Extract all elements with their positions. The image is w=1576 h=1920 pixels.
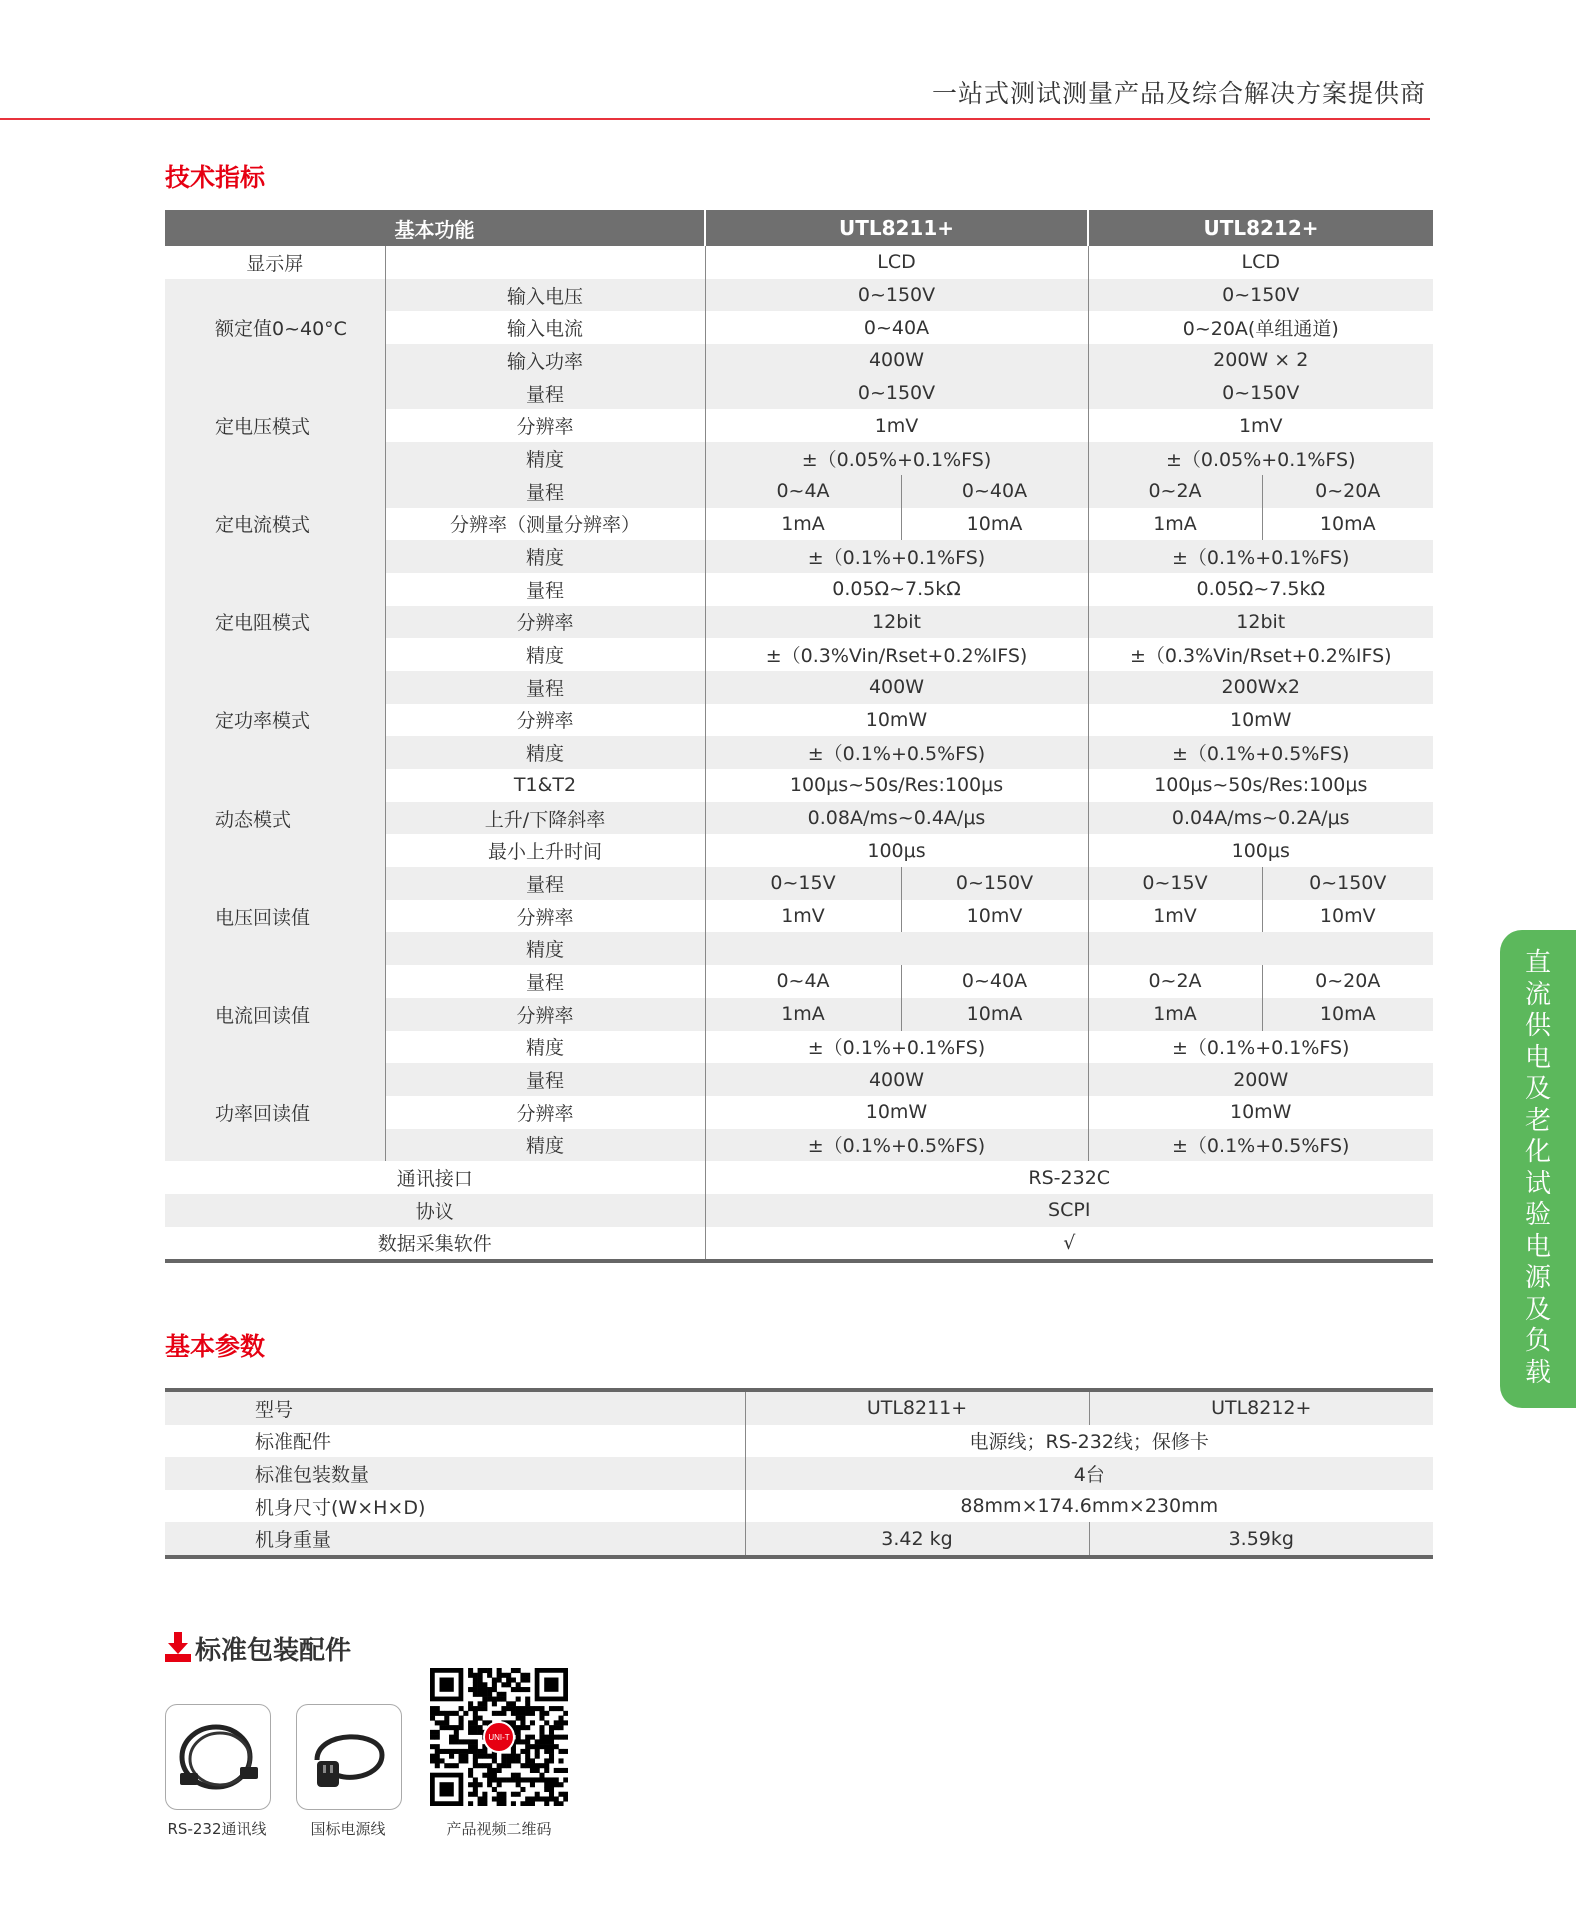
header-divider [0, 118, 1430, 120]
group-label: 定功率模式 [165, 671, 385, 769]
row-label: 协议 [165, 1194, 705, 1227]
group-label: 电流回读值 [165, 965, 385, 1063]
value-cell: ±（0.1%+0.5%FS) [1088, 1129, 1433, 1162]
value-cell: 10mA [1262, 998, 1433, 1031]
value-cell: 0.05Ω~7.5kΩ [705, 573, 1088, 606]
power-cord-caption: 国标电源线 [310, 1820, 386, 1838]
value-cell: 400W [705, 671, 1088, 704]
value-cell: ±（0.1%+0.1%FS) [705, 540, 1088, 573]
row-label: 分辨率 [385, 409, 705, 442]
value-cell [1088, 932, 1433, 965]
row-label: 量程 [385, 965, 705, 998]
value-cell: ±（0.1%+0.1%FS) [1172, 1037, 1350, 1060]
row-label: 最小上升时间 [385, 834, 705, 867]
value-cell: 0~150V [1088, 279, 1433, 312]
row-label: 量程 [385, 475, 705, 508]
table-row [165, 1522, 1433, 1557]
basic-section-title: 基本参数 [165, 1332, 266, 1361]
value-cell: ±（0.05%+0.1%FS) [705, 442, 1088, 475]
side-tab-char: 老 [1524, 1105, 1551, 1136]
row-label: 量程 [385, 377, 705, 410]
empty-cell [385, 246, 705, 279]
row-label: 输入电压 [385, 279, 705, 312]
group-label: 电压回读值 [165, 867, 385, 965]
row-label: 精度 [385, 638, 705, 671]
value-cell: 1mV [1088, 900, 1262, 933]
table-row [165, 1390, 1433, 1425]
value-cell: 200Wx2 [1088, 671, 1433, 704]
header-tagline: 一站式测试测量产品及综合解决方案提供商 [931, 79, 1426, 108]
value-cell: 0~20A [1315, 970, 1381, 993]
table-row [165, 1194, 1433, 1227]
side-tab-label [1500, 948, 1576, 1389]
download-icon [165, 1632, 191, 1662]
table-row [165, 1457, 1433, 1490]
value-cell: 200W × 2 [1088, 344, 1433, 377]
row-label: 输入功率 [385, 344, 705, 377]
value-cell: 100μs~50s/Res:100μs [1154, 774, 1368, 797]
basic-params-table [165, 1388, 1433, 1559]
value-cell: 10mV [901, 900, 1088, 933]
row-label: 分辨率 [385, 998, 705, 1031]
row-label: 分辨率 [385, 704, 705, 737]
row-label: 精度 [385, 1031, 705, 1064]
value-cell: 0~20A [1262, 475, 1433, 508]
value-cell: ±（0.1%+0.5%FS) [1088, 736, 1433, 769]
value-cell: 0~150V [705, 279, 1088, 312]
header-model-1: UTL8211+ [705, 210, 1088, 246]
group-label: 定电阻模式 [165, 573, 385, 671]
value-cell: 100μs [1231, 839, 1290, 862]
table-row [165, 867, 1433, 900]
value-cell: ±（0.1%+0.5%FS) [705, 1129, 1088, 1162]
value-cell: 0.05Ω~7.5kΩ [1196, 578, 1325, 601]
row-label: 量程 [385, 671, 705, 704]
side-tab-char: 供 [1524, 1011, 1551, 1041]
value-cell: 0~40A [705, 311, 1088, 344]
table-row [165, 1227, 1433, 1262]
package-section-title: 标准包装配件 [195, 1636, 352, 1666]
row-label: 机身重量 [165, 1522, 745, 1557]
value-cell: 0~2A [1088, 965, 1262, 998]
value-cell: 1mV [705, 409, 1088, 442]
value-cell: 10mV [1319, 905, 1376, 928]
value-cell: 1mA [1088, 998, 1262, 1031]
row-label: 精度 [385, 540, 705, 573]
value-cell: 10mW [705, 1096, 1088, 1129]
side-tab-char: 负 [1524, 1326, 1551, 1356]
value-cell: LCD [1241, 251, 1280, 274]
qr-code-caption: 产品视频二维码 [446, 1820, 552, 1838]
value-cell: 0~40A [901, 965, 1088, 998]
value-cell: 1mV [1238, 414, 1283, 437]
table-row [165, 279, 1433, 312]
value-cell: 0~150V [1088, 377, 1433, 410]
value-cell: 电源线；RS-232线；保修卡 [969, 1431, 1209, 1454]
table-row [165, 769, 1433, 802]
value-cell: SCPI [705, 1194, 1433, 1227]
side-tab-char: 试 [1524, 1168, 1551, 1199]
value-cell: 0.08A/ms~0.4A/μs [705, 802, 1088, 835]
spec-section-title: 技术指标 [165, 163, 266, 192]
value-cell: 10mA [1319, 512, 1376, 535]
value-cell: 88mm×174.6mm×230mm [960, 1495, 1219, 1518]
value-cell: 12bit [1088, 606, 1433, 639]
table-row [165, 1063, 1433, 1096]
table-row [165, 1161, 1433, 1194]
row-label: 量程 [385, 867, 705, 900]
side-tab-char: 载 [1524, 1357, 1551, 1388]
side-tab-char: 及 [1524, 1074, 1551, 1104]
value-cell: 1mA [705, 508, 901, 541]
value-cell: 10mA [901, 508, 1088, 541]
row-label: 机身尺寸(W×H×D) [165, 1490, 745, 1523]
row-label: 精度 [385, 442, 705, 475]
group-label: 功率回读值 [165, 1063, 385, 1161]
table-row [165, 475, 1433, 508]
table-row [165, 671, 1433, 704]
group-label: 定电流模式 [165, 475, 385, 573]
row-label: 标准配件 [165, 1425, 745, 1458]
value-cell: ±（0.3%Vin/Rset+0.2%IFS) [1129, 645, 1392, 668]
value-cell: 0~15V [705, 867, 901, 900]
side-tab-char: 化 [1524, 1137, 1551, 1167]
group-label: 额定值0~40°C [165, 279, 385, 377]
table-row [165, 1490, 1433, 1523]
value-cell: 10mW [1230, 1101, 1292, 1124]
qr-logo-text: UNI-T [488, 1733, 510, 1742]
row-label: 分辨率（测量分辨率） [385, 508, 705, 541]
qr-code[interactable] [430, 1668, 568, 1806]
value-cell: 10mW [1230, 708, 1292, 731]
row-label: T1&T2 [385, 769, 705, 802]
value-cell: ±（0.3%Vin/Rset+0.2%IFS) [705, 638, 1088, 671]
power-cord-image [296, 1704, 402, 1810]
value-cell: 0~150V [901, 867, 1088, 900]
value-cell: ±（0.1%+0.1%FS) [1088, 540, 1433, 573]
side-tab-char: 流 [1524, 979, 1551, 1010]
value-cell: 100μs~50s/Res:100μs [705, 769, 1088, 802]
value-cell: 400W [705, 1063, 1088, 1096]
value-cell: 1mA [1088, 508, 1262, 541]
table-row [165, 965, 1433, 998]
row-label: 量程 [385, 573, 705, 606]
value-cell: UTL8211+ [745, 1390, 1089, 1425]
value-cell: 10mA [901, 998, 1088, 1031]
value-cell: 0~4A [705, 965, 901, 998]
row-label: 型号 [165, 1390, 745, 1425]
table-row [165, 573, 1433, 606]
value-cell: 0~20A(单组通道) [1182, 318, 1339, 341]
value-cell: 3.42 kg [745, 1522, 1089, 1557]
side-tab-char: 电 [1524, 1231, 1551, 1262]
row-label: 上升/下降斜率 [385, 802, 705, 835]
value-cell: 0~4A [705, 475, 901, 508]
group-label: 定电压模式 [165, 377, 385, 475]
spec-table [165, 210, 1433, 1263]
value-cell: 3.59kg [1089, 1522, 1433, 1557]
value-cell: 0~2A [1088, 475, 1262, 508]
side-tab-char: 验 [1524, 1200, 1551, 1230]
row-label: 分辨率 [385, 606, 705, 639]
value-cell: ±（0.1%+0.1%FS) [705, 1031, 1088, 1064]
value-cell: UTL8212+ [1089, 1390, 1433, 1425]
value-cell: 1mV [705, 900, 901, 933]
value-cell: 0~150V [705, 377, 1088, 410]
row-label: 精度 [385, 1129, 705, 1162]
value-cell: 100μs [705, 834, 1088, 867]
row-label: 输入电流 [385, 311, 705, 344]
row-label: 精度 [385, 736, 705, 769]
row-label: 量程 [385, 1063, 705, 1096]
header-basic-function: 基本功能 [165, 210, 705, 246]
rs232-cable-caption: RS-232通讯线 [167, 1820, 267, 1838]
value-cell: 4台 [745, 1457, 1433, 1490]
header-model-2: UTL8212+ [1088, 210, 1433, 246]
value-cell [705, 932, 1088, 965]
value-cell: 12bit [705, 606, 1088, 639]
value-cell: 0~15V [1088, 867, 1262, 900]
value-cell: 0~150V [1262, 867, 1433, 900]
value-cell: 1mA [705, 998, 901, 1031]
row-label: 精度 [385, 932, 705, 965]
table-row [165, 246, 1433, 279]
side-tab-char: 源 [1524, 1263, 1551, 1293]
row-label: 通讯接口 [165, 1161, 705, 1194]
value-cell: 400W [705, 344, 1088, 377]
row-label: 显示屏 [165, 246, 385, 279]
rs232-cable-image [165, 1704, 271, 1810]
row-label: 标准包装数量 [165, 1457, 745, 1490]
value-cell: √ [1063, 1231, 1076, 1254]
row-label: 分辨率 [385, 1096, 705, 1129]
side-category-tab[interactable] [1500, 930, 1576, 1408]
value-cell: LCD [705, 246, 1088, 279]
value-cell: 0.04A/ms~0.2A/μs [1088, 802, 1433, 835]
group-label: 动态模式 [165, 769, 385, 867]
spec-header-row [165, 210, 1433, 246]
table-row [165, 377, 1433, 410]
side-tab-char: 直 [1524, 948, 1551, 978]
value-cell: 0~40A [901, 475, 1088, 508]
value-cell: ±（0.1%+0.5%FS) [705, 736, 1088, 769]
value-cell: 200W [1088, 1063, 1433, 1096]
side-tab-char: 电 [1524, 1042, 1551, 1073]
value-cell: RS-232C [1028, 1166, 1111, 1189]
row-label: 分辨率 [385, 900, 705, 933]
table-row [165, 1425, 1433, 1458]
value-cell: 10mW [705, 704, 1088, 737]
row-label: 数据采集软件 [165, 1227, 705, 1262]
value-cell: ±（0.05%+0.1%FS) [1088, 442, 1433, 475]
side-tab-char: 及 [1524, 1294, 1551, 1325]
